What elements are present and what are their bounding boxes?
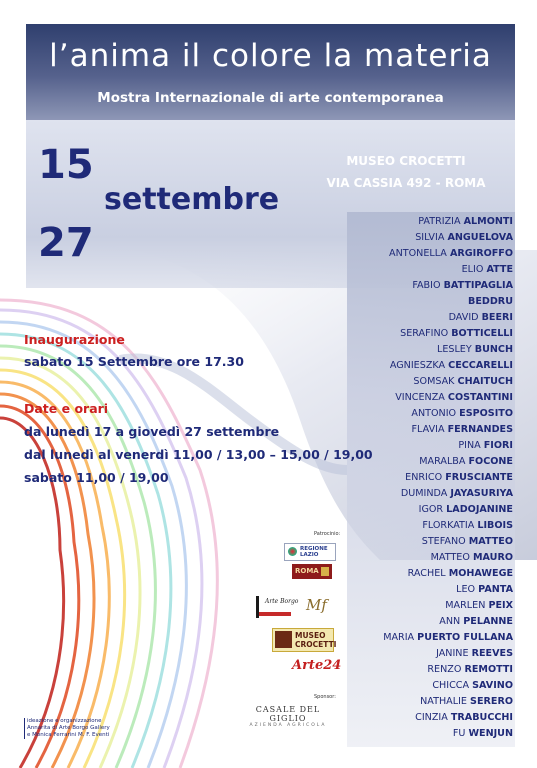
roma-crest-icon: [321, 567, 329, 576]
artist-first-name: PINA: [458, 440, 481, 451]
artist-last-name: REEVES: [471, 648, 513, 659]
sponsor-label: Sponsor:: [314, 694, 336, 700]
museo-crocetti-emblem-icon: [275, 631, 292, 648]
artist-item: [347, 358, 513, 374]
patronage-label: Patrocinio:: [314, 531, 341, 537]
artist-first-name: FLORKATIA: [422, 520, 475, 531]
artist-item: [347, 374, 513, 390]
artist-first-name: FABIO: [412, 280, 441, 291]
roma-logo: [292, 564, 332, 579]
artist-first-name: RENZO: [427, 664, 462, 675]
artist-item: [347, 406, 513, 422]
artist-first-name: DUMINDA: [400, 488, 448, 499]
artist-item: [347, 310, 513, 326]
arte24-logo: Arte24: [292, 658, 342, 673]
artist-first-name: CHICCA: [432, 680, 470, 691]
artist-last-name: ALMONTI: [463, 216, 513, 227]
artist-last-name: ATTE: [486, 264, 513, 275]
artist-last-name: PEIX: [488, 600, 513, 611]
artist-last-name: REMOTTI: [464, 664, 513, 675]
artist-first-name: SOMSAK: [413, 376, 455, 387]
artist-item: [347, 422, 513, 438]
artist-item: [347, 294, 513, 310]
artist-last-name: LIBOIS: [477, 520, 513, 531]
hours-line-3: sabato 11,00 / 19,00: [24, 470, 169, 485]
hours-heading: Date e orari: [24, 401, 109, 416]
artist-item: [347, 550, 513, 566]
exhibition-subtitle: Mostra Internazionale di arte contemporanea: [97, 90, 444, 106]
artist-item: [347, 534, 513, 550]
artist-item: [347, 246, 513, 262]
artist-item: [347, 710, 513, 726]
artist-item: [347, 726, 513, 742]
end-day: 27: [38, 220, 94, 266]
artist-last-name: CHAITUCH: [457, 376, 513, 387]
artist-item: [347, 614, 513, 630]
artist-item: [347, 278, 513, 294]
artist-first-name: MARALBA: [419, 456, 466, 467]
artist-item: [347, 582, 513, 598]
artist-first-name: AGNIESZKA: [389, 360, 446, 371]
artist-first-name: DAVID: [448, 312, 479, 323]
museo-crocetti-logo: [272, 628, 337, 652]
artist-first-name: PATRIZIA: [418, 216, 461, 227]
artist-last-name: MOHAWEGE: [448, 568, 513, 579]
title-banner: [26, 24, 515, 120]
venue-name: MUSEO CROCETTI: [346, 154, 466, 168]
artist-last-name: PANTA: [478, 584, 513, 595]
artist-last-name: PELANNE: [463, 616, 513, 627]
mf-eventi-logo: Mf: [306, 596, 327, 614]
arte-borgo-logo: [256, 596, 299, 618]
artist-last-name: ARGIROFFO: [449, 248, 513, 259]
artist-last-name: ANGUELOVA: [447, 232, 513, 243]
museo-logo-line-1: MUSEO: [295, 631, 326, 640]
artist-first-name: MARIA: [383, 632, 415, 643]
roma-logo-text: ROMA: [295, 567, 319, 575]
credits-line-1: ideazione e organizzazione: [27, 718, 102, 724]
artist-first-name: FU: [452, 728, 466, 739]
artist-last-name: SERERO: [470, 696, 513, 707]
artist-first-name: JANINE: [436, 648, 469, 659]
artist-item: [347, 486, 513, 502]
artist-last-name: MAURO: [472, 552, 513, 563]
credits-line-2: Annarita di Arte Borgo Gallery: [27, 725, 110, 731]
artist-item: [347, 662, 513, 678]
artist-item: [347, 678, 513, 694]
artist-item: [347, 566, 513, 582]
artist-first-name: STEFANO: [421, 536, 466, 547]
artist-item: [347, 694, 513, 710]
credits-line-3: e Monica Ferrarini M. F. Eventi: [27, 732, 110, 738]
artist-item: [347, 630, 513, 646]
organization-credits: [24, 718, 110, 739]
artist-last-name: ESPOSITO: [459, 408, 513, 419]
artist-item: [347, 470, 513, 486]
artist-first-name: LEO: [456, 584, 476, 595]
artist-item: [347, 518, 513, 534]
artist-item: [347, 342, 513, 358]
opening-text: sabato 15 Settembre ore 17.30: [24, 354, 244, 369]
artist-first-name: FLAVIA: [411, 424, 445, 435]
artist-item: [347, 646, 513, 662]
artist-first-name: ANTONIO: [411, 408, 457, 419]
start-day: 15: [38, 142, 94, 188]
artist-first-name: NATHALIE: [420, 696, 467, 707]
artist-last-name: TRABUCCHI: [450, 712, 513, 723]
museo-crocetti-logo-text: [295, 631, 336, 649]
artist-last-name: PUERTO FULLANA: [417, 632, 513, 643]
regione-lazio-logo: [284, 543, 336, 561]
lazio-emblem-icon: [288, 547, 297, 556]
artist-last-name: LADOJANINE: [446, 504, 513, 515]
artist-last-name: FOCONE: [468, 456, 513, 467]
artist-first-name: MARLEN: [445, 600, 486, 611]
lazio-logo-text: REGIONE LAZIO: [300, 546, 328, 558]
artist-last-name: FERNANDES: [447, 424, 513, 435]
artist-first-name: IGOR: [418, 504, 444, 515]
venue-block: [326, 150, 486, 194]
artist-item: [347, 214, 513, 230]
venue-address: VIA CASSIA 492 - ROMA: [326, 176, 486, 190]
hours-line-2: dal lunedì al venerdì 11,00 / 13,00 – 15,00 / 19,00: [24, 447, 373, 462]
hours-line-1: da lunedì 17 a giovedì 27 settembre: [24, 424, 280, 439]
artist-last-name: FRUSCIANTE: [445, 472, 513, 483]
artist-first-name: CINZIA: [415, 712, 448, 723]
artist-first-name: ANN: [439, 616, 461, 627]
artist-last-name: BUNCH: [474, 344, 513, 355]
artist-last-name: MATTEO: [468, 536, 513, 547]
artist-item: [347, 230, 513, 246]
artist-last-name: WENJUN: [468, 728, 513, 739]
artist-first-name: SERAFINO: [400, 328, 449, 339]
artist-first-name: VINCENZA: [395, 392, 445, 403]
artist-last-name: SAVINO: [472, 680, 513, 691]
casale-logo-text: CASALE DEL GIGLIO: [255, 705, 321, 723]
casale-logo-subtext: AZIENDA AGRICOLA: [249, 723, 327, 728]
artist-first-name: ANTONELLA: [389, 248, 447, 259]
opening-heading: Inaugurazione: [24, 332, 125, 347]
month-label: settembre: [104, 182, 280, 217]
artist-last-name: FIORI: [483, 440, 513, 451]
artist-first-name: LESLEY: [436, 344, 472, 355]
exhibition-title: l’anima il colore la materia: [49, 38, 492, 74]
artist-item: [347, 598, 513, 614]
artist-item: [347, 262, 513, 278]
artist-last-name: JAYASURIYA: [450, 488, 513, 499]
artist-first-name: ELIO: [461, 264, 484, 275]
casale-del-giglio-logo: [242, 705, 334, 728]
artist-item: [347, 326, 513, 342]
artist-last-name: COSTANTINI: [447, 392, 513, 403]
artist-last-name: BEDDRU: [468, 296, 513, 307]
artist-item: [347, 502, 513, 518]
artist-first-name: SILVIA: [415, 232, 445, 243]
artist-last-name: CECCARELLI: [448, 360, 513, 371]
arte-borgo-bar-icon: [259, 612, 291, 616]
museo-logo-line-2: CROCETTI: [295, 640, 337, 649]
artist-item: [347, 390, 513, 406]
artist-last-name: BEERI: [481, 312, 513, 323]
artist-first-name: RACHEL: [407, 568, 446, 579]
artist-list: [347, 214, 513, 742]
arte-borgo-signature: Arte Borgo: [265, 598, 299, 605]
artist-first-name: ENRICO: [405, 472, 443, 483]
artist-last-name: BATTIPAGLIA: [443, 280, 513, 291]
artist-last-name: BOTTICELLI: [451, 328, 513, 339]
artist-first-name: MATTEO: [430, 552, 470, 563]
